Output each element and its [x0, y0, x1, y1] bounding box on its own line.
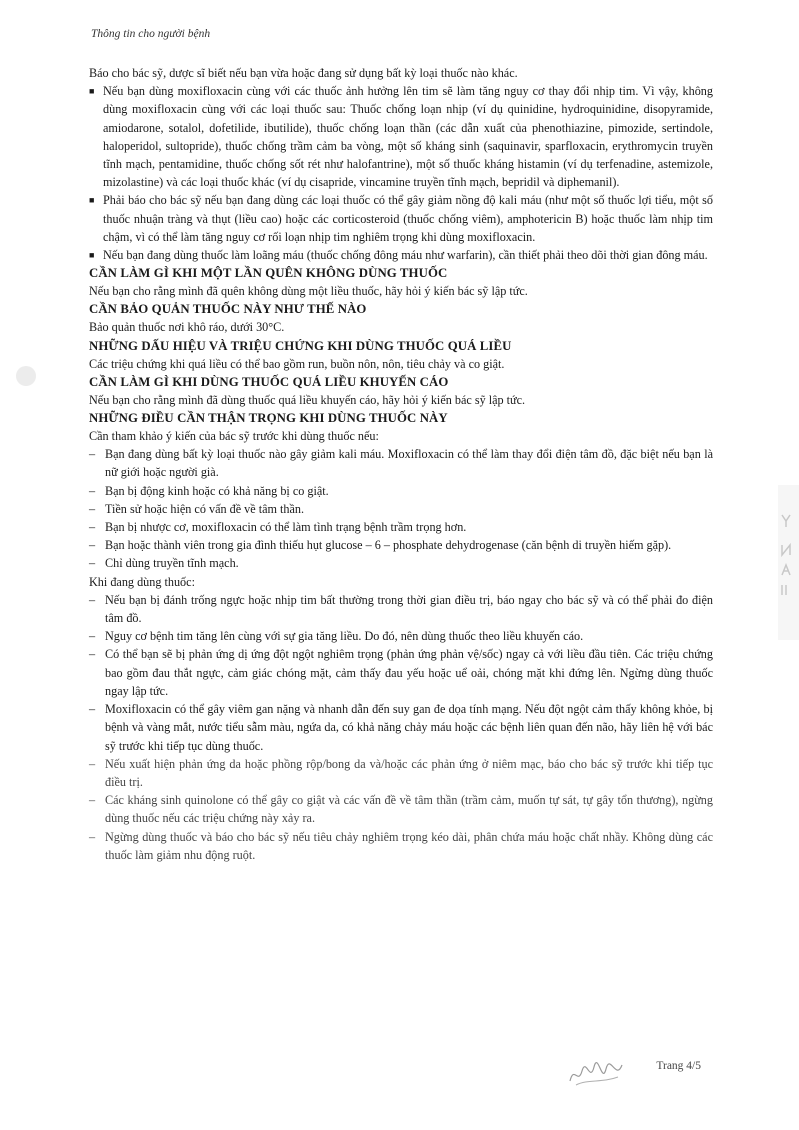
dash-marker-icon: – [89, 556, 96, 571]
section-heading-precautions: NHỮNG ĐIỀU CẦN THẬN TRỌNG KHI DÙNG THUỐC NÀY [89, 411, 448, 426]
precaution-item [89, 518, 713, 536]
item-text: Bạn bị nhược cơ, moxifloxacin có thể làm tình trạng bệnh trầm trọng hơn. [105, 520, 467, 535]
square-bullet-icon: ■ [89, 195, 95, 206]
item-text: Nguy cơ bệnh tim tăng lên cùng với sự gia tăng liều. Do đó, nên dùng thuốc theo liều khuyến cáo. [105, 629, 584, 644]
dash-marker-icon: – [89, 629, 96, 644]
dash-marker-icon: – [89, 592, 96, 607]
storage-text: Bảo quản thuốc nơi khô ráo, dưới 30°C. [89, 320, 285, 335]
during-item [89, 627, 713, 645]
section-heading-overdose-action: CẦN LÀM GÌ KHI DÙNG THUỐC QUÁ LIỀU KHUYẾN CÁO [89, 374, 449, 389]
dash-marker-icon: – [89, 829, 96, 844]
dash-marker-icon: – [89, 483, 96, 498]
bullet-text: Nếu bạn đang dùng thuốc làm loãng máu (thuốc chống đông máu như warfarin), cần thiết phải theo dõi thời gian đông máu. [103, 248, 708, 263]
during-item [89, 700, 713, 755]
precaution-item [89, 500, 713, 518]
dash-marker-icon: – [89, 702, 96, 717]
item-text: Chỉ dùng truyền tĩnh mạch. [105, 556, 239, 571]
during-treatment-intro: Khi đang dùng thuốc: [89, 574, 195, 589]
during-item [89, 791, 713, 827]
item-text: Các kháng sinh quinolone có thể gây co giật và các vấn đề về tâm thần (trầm cảm, muốn tự sát, tự gây tổn thương), ngừng dùng thuốc nếu các triệu chứng này xảy ra. [105, 793, 713, 826]
interaction-bullet [89, 246, 713, 264]
interaction-bullet [89, 191, 713, 246]
section-heading-missed-dose: CẦN LÀM GÌ KHI MỘT LẦN QUÊN KHÔNG DÙNG THUỐC [89, 266, 448, 281]
intro-paragraph: Báo cho bác sỹ, dược sĩ biết nếu bạn vừa hoặc đang sử dụng bất kỳ loại thuốc nào khác. [89, 66, 518, 80]
dash-marker-icon: – [89, 793, 96, 808]
item-text: Moxifloxacin có thể gây viêm gan nặng và nhanh dẫn đến suy gan đe dọa tính mạng. Nếu đột ngột cảm thấy không khỏe, bị bệnh và vàng mắt, nước tiểu sẫm màu, ngứa da, có khả năng chảy máu hoặc các bệnh liên quan đến não, hãy liên hệ với bác sỹ trước khi tiếp tục dùng thuốc. [105, 702, 713, 753]
dash-marker-icon: – [89, 538, 96, 553]
bullet-text: Phải báo cho bác sỹ nếu bạn đang dùng các loại thuốc có thể gây giảm nồng độ kali máu (như một số thuốc lợi tiểu, một số thuốc nhuận tràng và thụt (liều cao) hoặc các corticosteroid (thuốc chống viêm), amphotericin B) hoặc thuốc làm nhịp tim chậm, vì có thể làm tăng nguy cơ rối loạn nhịp tim nghiêm trọng khi dùng moxifloxacin. [103, 193, 713, 244]
during-item [89, 828, 713, 864]
overdose-signs-text: Các triệu chứng khi quá liều có thể bao gồm run, buồn nôn, nôn, tiêu chảy và co giật. [89, 356, 505, 371]
item-text: Có thể bạn sẽ bị phản ứng dị ứng đột ngột nghiêm trọng (phản ứng phản vệ/sốc) ngay cả với liều đầu tiên. Các triệu chứng bao gồm đau thắt ngực, cảm giác chóng mặt, cảm thấy đau yếu hoặc uể oải, chóng mặt khi đứng lên. Ngừng dùng thuốc ngay lập tức. [105, 647, 713, 698]
dash-marker-icon: – [89, 447, 96, 462]
section-heading-overdose-signs: NHỮNG DẤU HIỆU VÀ TRIỆU CHỨNG KHI DÙNG THUỐC QUÁ LIỀU [89, 338, 512, 353]
during-item [89, 645, 713, 700]
dash-marker-icon: – [89, 520, 96, 535]
handwritten-signature [566, 1055, 626, 1089]
precautions-intro: Cần tham khảo ý kiến của bác sỹ trước khi dùng thuốc nếu: [89, 429, 379, 444]
square-bullet-icon: ■ [89, 250, 95, 261]
page-number: Trang 4/5 [656, 1060, 701, 1072]
missed-dose-text: Nếu bạn cho rằng mình đã quên không dùng một liều thuốc, hãy hỏi ý kiến bác sỹ lập tức. [89, 284, 528, 299]
document-body [89, 64, 713, 864]
overdose-action-text: Nếu bạn cho rằng mình đã dùng thuốc quá liều khuyến cáo, hãy hỏi ý kiến bác sỹ lập tức. [89, 392, 526, 407]
punch-hole-mark [16, 366, 36, 386]
precaution-item [89, 445, 713, 481]
running-header: Thông tin cho người bệnh [91, 28, 211, 40]
precaution-item [89, 482, 713, 500]
section-heading-storage: CẦN BẢO QUẢN THUỐC NÀY NHƯ THẾ NÀO [89, 302, 367, 317]
item-text: Bạn bị động kinh hoặc có khả năng bị co giật. [105, 483, 329, 498]
item-text: Tiền sử hoặc hiện có vấn đề về tâm thần. [105, 501, 305, 516]
interaction-bullet [89, 82, 713, 191]
item-text: Ngừng dùng thuốc và báo cho bác sỹ nếu tiêu chảy nghiêm trọng kéo dài, phân chứa máu hoặc chất nhầy. Không dùng các thuốc làm giảm nhu động ruột. [105, 829, 713, 862]
precaution-item [89, 554, 713, 572]
item-text: Nếu bạn bị đánh trống ngực hoặc nhịp tim bất thường trong thời gian điều trị, báo ngay cho bác sỹ và có thể phải đo điện tâm đồ. [105, 592, 713, 626]
bullet-text: Nếu bạn dùng moxifloxacin cùng với các thuốc ảnh hưởng lên tim sẽ làm tăng nguy cơ thay đổi nhịp tim. Vì vậy, không dùng moxifloxacin cùng với các loại thuốc sau: Thuốc chống loạn nhịp (ví dụ quinidine, hydroquinidine, disopyramide, amiodarone, sotalol, dofetilide, ibutilide), thuốc chống loạn thần (các dẫn xuất của phenothiazine, pimozide, sertindole, haloperidol, sultopride), thuốc chống trầm cảm ba vòng, một số kháng sinh (saquinavir, sparfloxacin, erythromycin truyền tĩnh mạch, pentamidine, thuốc chống sốt rét như halofantrine), một số thuốc kháng histamin (ví dụ terfenadine, astemizole, mizolastine) và các loại thuốc khác (ví dụ cisapride, vincamine truyền tĩnh mạch, bepridil và diphemanil). [103, 84, 713, 190]
during-item [89, 755, 713, 791]
dash-marker-icon: – [89, 756, 96, 771]
square-bullet-icon: ■ [89, 86, 95, 97]
precaution-item [89, 536, 713, 554]
dash-marker-icon: – [89, 501, 96, 516]
during-item [89, 591, 713, 627]
item-text: Nếu xuất hiện phản ứng da hoặc phồng rộp/bong da và/hoặc các phản ứng ở niêm mạc, báo cho bác sỹ trước khi tiếp tục điều trị. [105, 756, 713, 789]
edge-stamp-mark [772, 485, 799, 640]
item-text: Bạn đang dùng bất kỳ loại thuốc nào gây giảm kali máu. Moxifloxacin có thể làm thay đổi điện tâm đồ, đặc biệt nếu bạn là nữ giới hoặc người già. [105, 447, 713, 480]
item-text: Bạn hoặc thành viên trong gia đình thiếu hụt glucose – 6 – phosphate dehydrogenase (căn bệnh di truyền hiếm gặp). [105, 538, 672, 553]
dash-marker-icon: – [89, 647, 96, 662]
